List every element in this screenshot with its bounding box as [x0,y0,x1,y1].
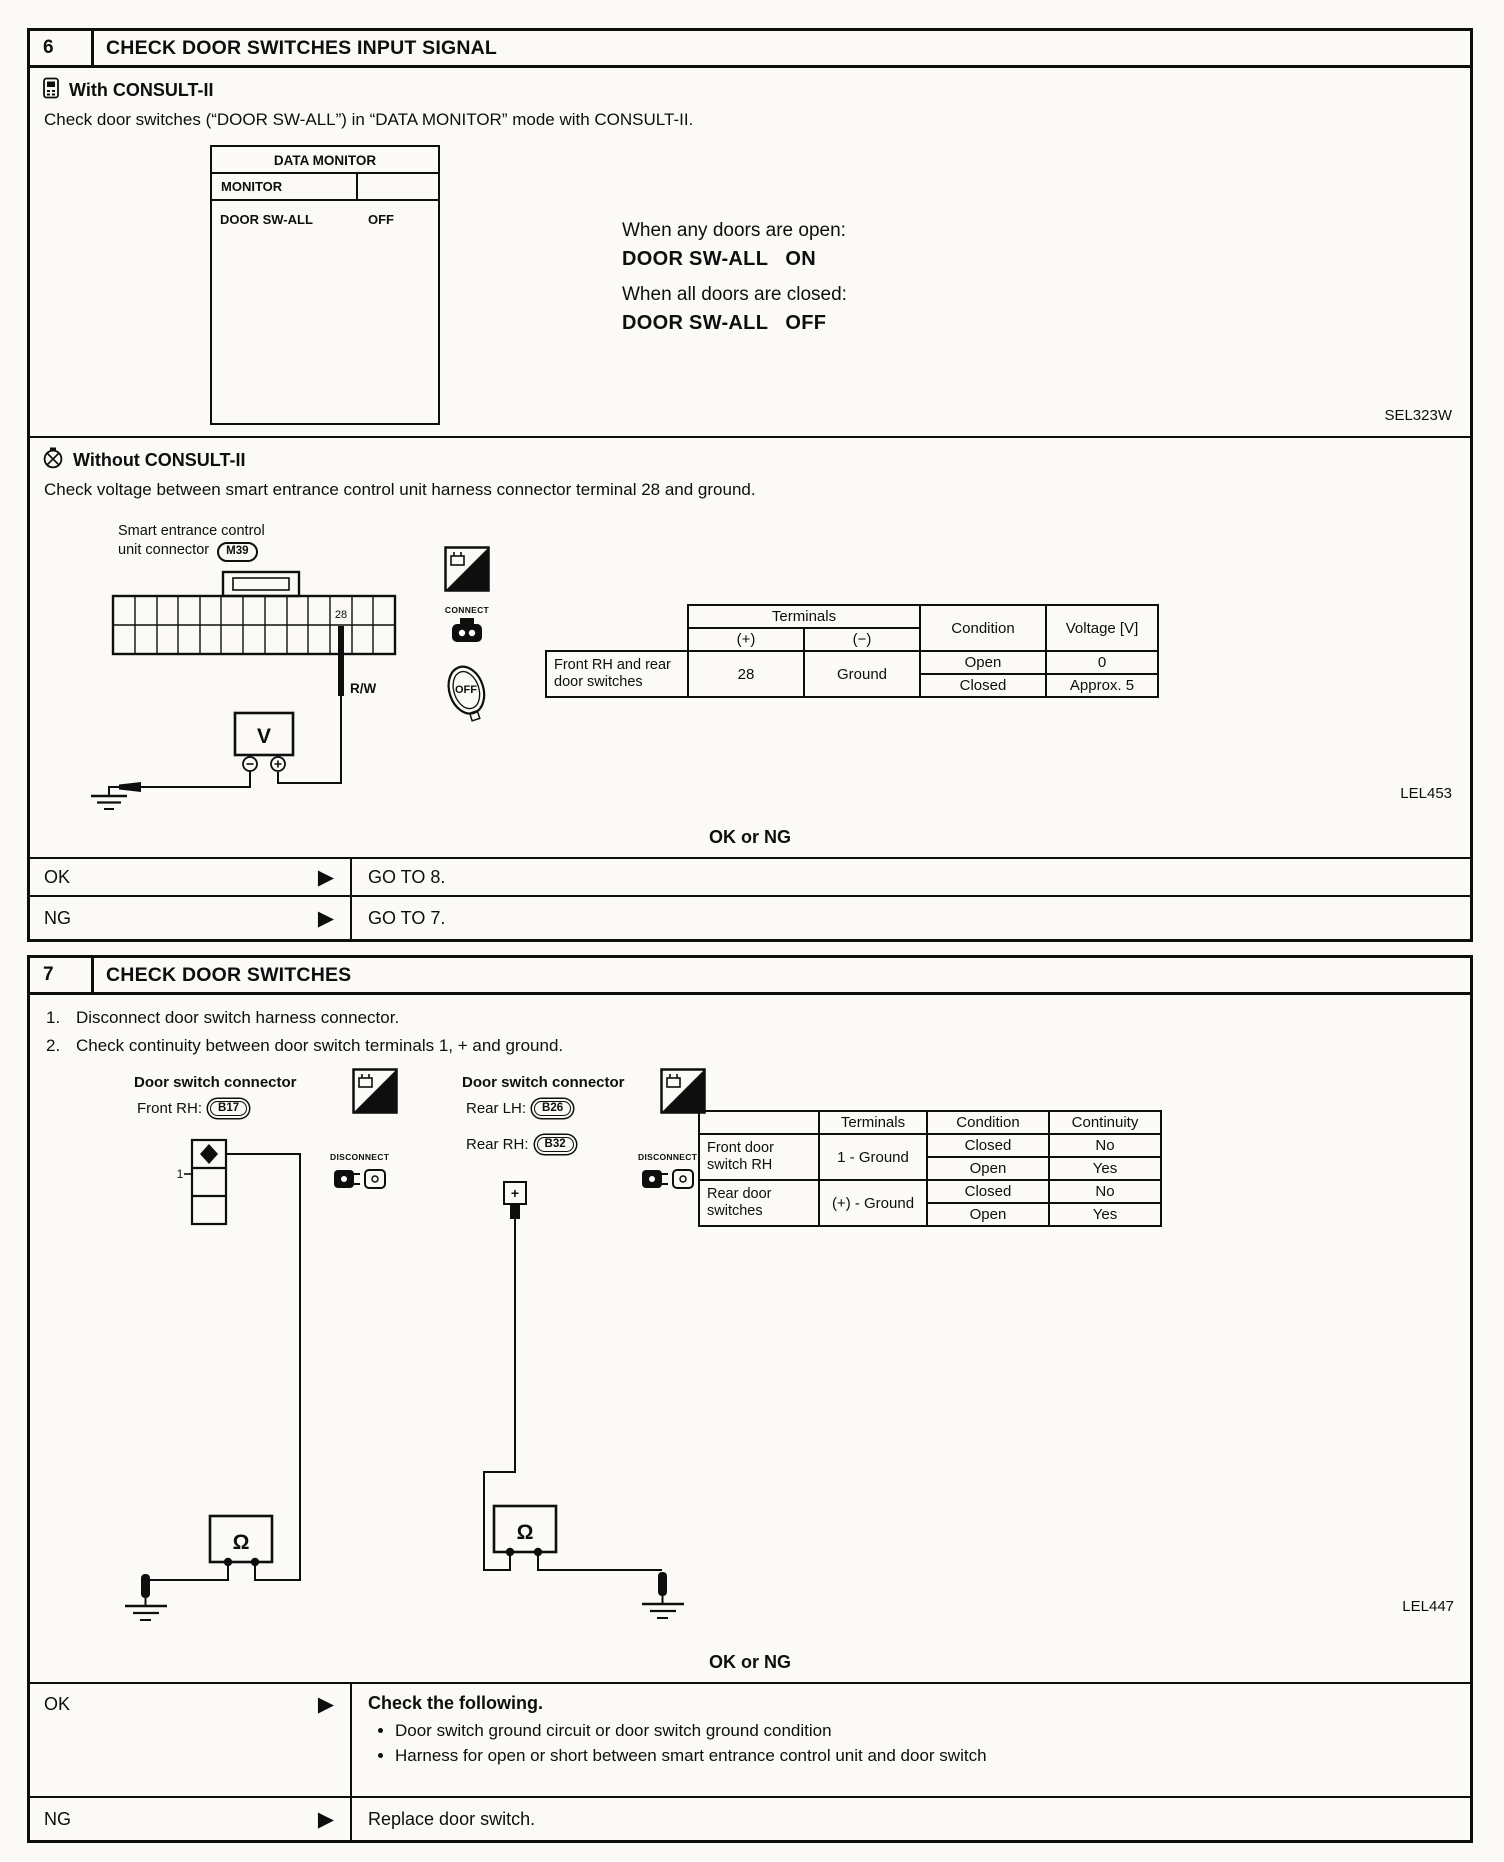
connector-code-b26: B26 [534,1101,571,1116]
ts-badge-icon [660,1068,706,1114]
front-switch-circuit [92,1128,382,1633]
empty-header-cell [699,1111,819,1134]
note-condition: When any doors are open: [622,220,846,241]
hs-badge-label: H.S. [464,577,486,589]
tool-icons-column [422,546,512,726]
no-consult-ii-icon [42,447,64,474]
screen-monitor-row [212,174,438,201]
front-rh-label: Front RH: [137,1100,203,1117]
result-label: NG [44,1808,71,1829]
ignition-key-off-icon [439,660,495,726]
connect-tool [445,605,489,647]
result-row-ok [30,1682,1470,1796]
subsection-heading-row [42,447,1456,474]
result-row-ok [30,857,1470,895]
note-condition: When all doors are closed: [622,284,847,305]
arrow-right-icon: ▶ [317,1807,334,1831]
without-consult-subsection [30,438,1470,818]
terminal-plus-label: + [510,1185,520,1201]
disconnect-label: DISCONNECT [330,1152,390,1162]
connector-code-b32: B32 [537,1137,574,1152]
result-action: GO TO 7. [368,907,446,928]
result-label: OK [44,866,71,887]
pin-label: 28 [334,609,348,621]
figure-code: LEL453 [1400,785,1452,802]
continuity-cell: No [1049,1180,1161,1203]
result-action: GO TO 8. [368,866,446,887]
voltage-cell: Approx. 5 [1046,674,1158,697]
continuity-check-figure [30,1068,1470,1643]
group-label-cell [699,1180,819,1226]
test-probe [658,1572,667,1596]
continuity-header: Continuity [1049,1111,1161,1134]
empty-corner [546,628,688,651]
data-monitor-screen [210,145,440,425]
result-action: Replace door switch. [368,1808,536,1829]
ground-symbol [91,796,127,809]
subsection-heading: Without CONSULT-II [73,450,246,470]
note-result: DOOR SW-ALL OFF [622,312,827,334]
group-label-line1: Front door [707,1140,774,1157]
voltage-check-circuit [85,556,425,814]
rear-connector-caption: Door switch connector [462,1074,625,1091]
condition-cell: Open [927,1157,1049,1180]
step-number: 7 [30,958,94,992]
instruction-text: Check voltage between smart entrance control unit harness connector terminal 28 and ground. [44,480,756,499]
action-title: Check the following. [368,1693,544,1713]
figure-code: SEL323W [1384,407,1452,424]
bullet-item: • Door switch ground circuit or door switch ground condition [395,1721,987,1741]
rear-lh-label: Rear LH: [466,1100,527,1117]
rear-lh-row [466,1100,579,1117]
terminal-1-label: 1 [176,1167,184,1181]
key-position-label: OFF [455,684,477,696]
front-connector-caption: Door switch connector [134,1074,297,1091]
step-text: Check continuity between door switch terminals 1, + and ground. [76,1036,564,1055]
terminals-header: Terminals [819,1111,927,1134]
row-label [546,651,688,697]
condition-cell: Open [920,651,1046,674]
step-6-box [27,28,1473,942]
result-row-ng [30,1796,1470,1840]
group-label-cell [699,1134,819,1180]
arrow-right-icon: ▶ [317,1693,334,1716]
connector-caption-line2: unit connector [118,541,210,558]
condition-header: Condition [920,605,1046,651]
action-bullets [368,1721,987,1766]
result-label: OK [44,1694,71,1714]
terminal-plus-cell: 28 [688,651,804,697]
terminals-header: Terminals [688,605,920,628]
bullet-item: • Harness for open or short between smart entrance control unit and door switch [395,1746,987,1766]
terminals-cell: 1 - Ground [819,1134,927,1180]
connector-code-b17: B17 [210,1101,247,1116]
result-action [352,1684,987,1777]
ohmmeter-label: Ω [516,1521,534,1544]
step-6-header [30,31,1470,68]
ts-badge-label: T.S. [373,1099,393,1111]
with-consult-subsection [30,68,1470,438]
arrow-right-icon: ▶ [317,865,334,889]
switch-plunger-icon [200,1144,218,1164]
ts-badge-label: T.S. [681,1099,701,1111]
ts-badge-icon [352,1068,398,1114]
row-label-line1: Front RH and rear [554,657,671,674]
consult-notes [622,220,847,348]
instruction-text: Check door switches (“DOOR SW-ALL”) in “DATA MONITOR” mode with CONSULT-II. [44,110,694,129]
arrow-right-icon: ▶ [317,906,334,930]
continuity-cell: Yes [1049,1203,1161,1226]
group-label-line2: switch RH [707,1157,773,1173]
condition-header: Condition [927,1111,1049,1134]
rear-rh-label: Rear RH: [466,1136,529,1153]
voltmeter-label: V [256,725,272,748]
voltage-header: Voltage [V] [1046,605,1158,651]
step-index: 2. [46,1036,61,1055]
terminals-cell: (+) - Ground [819,1180,927,1226]
condition-cell: Open [927,1203,1049,1226]
figure-code: LEL447 [1402,1598,1454,1615]
minus-header: (−) [804,628,920,651]
continuity-cell: Yes [1049,1157,1161,1180]
ok-or-ng-label: OK or NG [708,1652,791,1672]
test-probe [119,782,141,792]
result-row-ng [30,895,1470,939]
voltage-table [545,604,1159,698]
group-label-line1: Rear door [707,1186,772,1203]
condition-cell: Closed [927,1180,1049,1203]
test-probe [141,1574,150,1598]
front-rh-row [137,1100,255,1117]
rear-rh-row [466,1136,582,1153]
connect-label: CONNECT [444,605,490,615]
step-7-box [27,955,1473,1843]
plus-header: (+) [688,628,804,651]
ohmmeter-label: Ω [232,1531,250,1554]
screen-monitor-label: MONITOR [212,174,358,199]
ground-symbol [642,1604,684,1618]
procedure-step [46,1008,1456,1028]
disconnect-label: DISCONNECT [638,1152,698,1162]
ground-symbol [125,1606,167,1620]
step-text: Disconnect door switch harness connector. [76,1008,400,1027]
condition-cell: Closed [927,1134,1049,1157]
screen-item-label: DOOR SW-ALL [220,212,313,227]
procedure-step [46,1036,1456,1056]
screen-title: DATA MONITOR [212,147,438,174]
group-label-line2: switches [707,1203,763,1219]
voltage-cell: 0 [1046,651,1158,674]
connector-code-m39: M39 [217,542,257,562]
connector-plug-icon [448,617,486,647]
note-result: DOOR SW-ALL ON [622,248,817,270]
connector-caption-line1: Smart entrance control [118,523,265,539]
subsection-heading-row [42,77,1456,104]
empty-corner [546,605,688,628]
condition-cell: Closed [920,674,1046,697]
subsection-heading: With CONSULT-II [69,80,214,100]
procedure-steps [30,995,1470,1068]
step-title: CHECK DOOR SWITCHES [106,963,352,986]
step-title: CHECK DOOR SWITCHES INPUT SIGNAL [106,36,497,59]
consult-ii-icon [42,77,60,104]
step-number: 6 [30,31,94,65]
ok-or-ng-label: OK or NG [708,827,791,847]
hs-badge-icon [444,546,490,592]
row-label-line2: door switches [554,674,643,690]
continuity-table [698,1110,1162,1227]
result-label: NG [44,907,71,928]
step-index: 1. [46,1008,61,1027]
rear-switch-circuit [466,1172,756,1632]
step-7-header [30,958,1470,995]
wire-color-label: R/W [350,681,377,696]
continuity-cell: No [1049,1134,1161,1157]
screen-item-value: OFF [368,212,394,227]
screen-data-row [212,212,438,227]
terminal-minus-cell: Ground [804,651,920,697]
